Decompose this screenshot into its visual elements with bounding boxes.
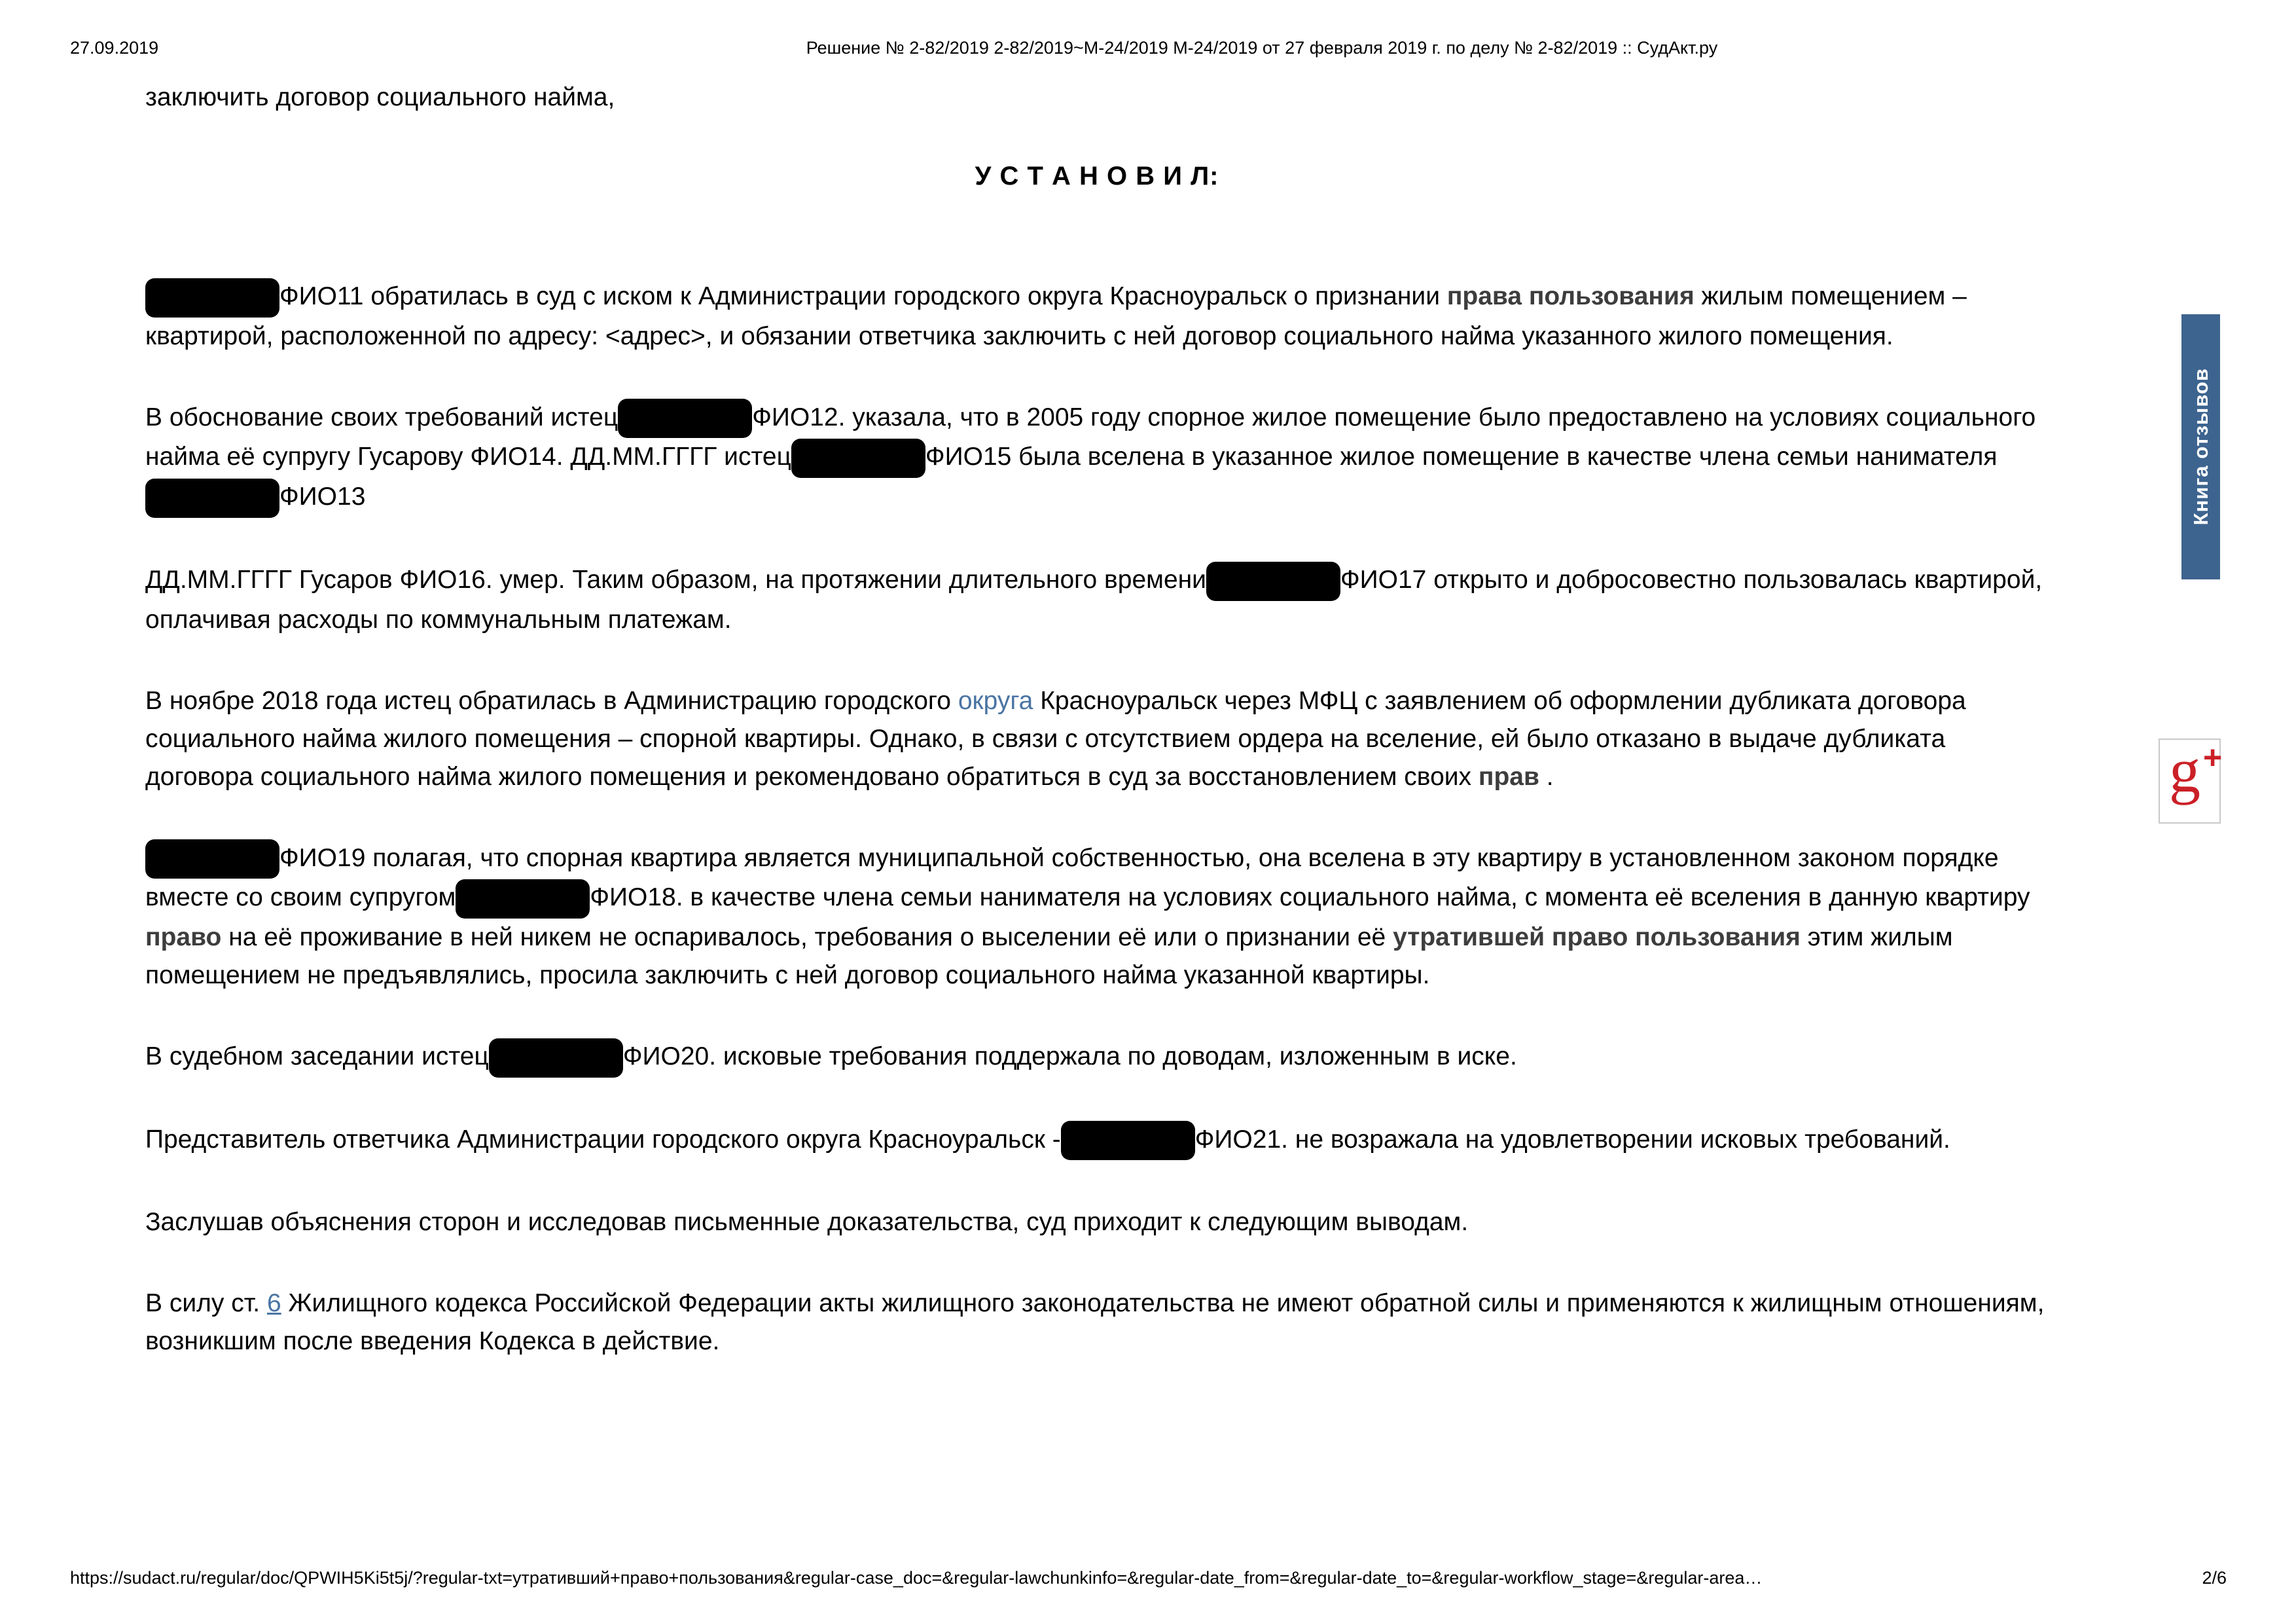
paragraph: В силу ст. 6 Жилищного кодекса Российской Федерации акты жилищного законодательства не имеют обратной силы и применяются к жилищным отношениям, возникшим после введения Кодекса в действие. <box>145 1289 2045 1356</box>
redacted-name <box>145 839 279 879</box>
paragraph: В обоснование своих требований истец ФИО12. указала, что в 2005 году спорное жилое помещение было предоставлено на условиях социального найма её супругу Гусарову ФИО14. ДД.ММ.ГГГГ истец ФИО15 была вселена в указанное жилое помещение в качестве члена семьи нанимателяФИО13 <box>145 399 2049 518</box>
highlighted-term: прав <box>1478 762 1539 791</box>
intro-line: заключить договор социального найма, <box>145 83 615 111</box>
redacted-name <box>1206 562 1340 601</box>
paragraph: ФИО11 обратилась в суд с иском к Администрации городского округа Красноуральск о признании права пользования жилым помещением – квартирой, расположенной по адресу: <адрес>, и обязании ответчика заключить с ней договор социального найма указанного жилого помещения. <box>145 278 2049 356</box>
page-title: Решение № 2-82/2019 2-82/2019~М-24/2019 М-24/2019 от 27 февраля 2019 г. по делу № 2-82/2019 :: СудАкт.ру <box>806 38 1718 58</box>
google-plus-icon-plus: + <box>2203 739 2223 776</box>
print-footer <box>0 1568 2296 1592</box>
print-date: 27.09.2019 <box>70 38 159 58</box>
document-content <box>145 0 2049 1404</box>
document-paragraphs <box>145 278 2049 1360</box>
redacted-name <box>145 278 279 318</box>
redacted-name <box>489 1038 623 1078</box>
paragraph: Заслушав объяснения сторон и исследовав письменные доказательства, суд приходит к следующим выводам. <box>145 1208 1469 1237</box>
redacted-name <box>1061 1121 1195 1160</box>
highlighted-term: право <box>145 922 222 951</box>
inline-link[interactable]: 6 <box>266 1289 281 1318</box>
paragraph: В ноябре 2018 года истец обратилась в Администрацию городского округа Красноуральск через МФЦ с заявлением об оформлении дубликата договора социального найма жилого помещения – спорной квартиры. Однако, в связи с отсутствием ордера на вселение, ей было отказано в выдаче дубликата договора социального найма жилого помещения и рекомендовано обратиться в суд за восстановлением своих прав . <box>145 686 1966 791</box>
paragraph: Представитель ответчика Администрации городского округа Красноуральск - ФИО21. не возражала на удовлетворении исковых требований. <box>145 1121 2049 1161</box>
footer-page-indicator: 2/6 <box>2202 1568 2227 1588</box>
inline-link[interactable]: округа <box>958 686 1033 715</box>
paragraph: В судебном заседании истец ФИО20. исковые требования поддержала по доводам, изложенным в иске. <box>145 1038 2049 1078</box>
highlighted-term: права пользования <box>1446 282 1695 310</box>
redacted-name <box>145 479 279 518</box>
google-plus-icon: g <box>2169 735 2200 805</box>
highlighted-term: утратившей право пользования <box>1393 922 1801 951</box>
paragraph: ФИО19 полагая, что спорная квартира является муниципальной собственностью, она вселена в эту квартиру в установленном законом порядке вместе со своим супругом ФИО18. в качестве члена семьи нанимателя на условиях социального найма, с момента её вселения в данную квартиру право на её проживание в ней никем не оспаривалось, требования о выселении её или о признании её утратившей право пользования этим жилым помещением не предъявлялись, просила заключить с ней договор социального найма указанной квартиры. <box>145 839 2049 994</box>
redacted-name <box>618 399 752 438</box>
feedback-book-tab-label: Книга отзывов <box>2189 368 2212 526</box>
paragraph: ДД.ММ.ГГГГ Гусаров ФИО16. умер. Таким образом, на протяжении длительного времени ФИО17 открыто и добросовестно пользовалась квартирой, оплачивая расходы по коммунальным платежам. <box>145 561 2049 639</box>
feedback-book-tab[interactable] <box>2181 314 2220 579</box>
redacted-name <box>456 879 590 919</box>
redacted-name <box>791 439 925 478</box>
google-plus-button[interactable] <box>2159 735 2223 824</box>
footer-url: https://sudact.ru/regular/doc/QPWIH5Ki5t5j/?regular-txt=утративший+право+пользования&regular-case_doc=&regular-lawchunkinfo=&regular-date_from=&regular-date_to=&regular-workflow_stage=&regular-area… <box>70 1568 1763 1588</box>
ustanovil-heading: У С Т А Н О В И Л: <box>975 162 1219 191</box>
